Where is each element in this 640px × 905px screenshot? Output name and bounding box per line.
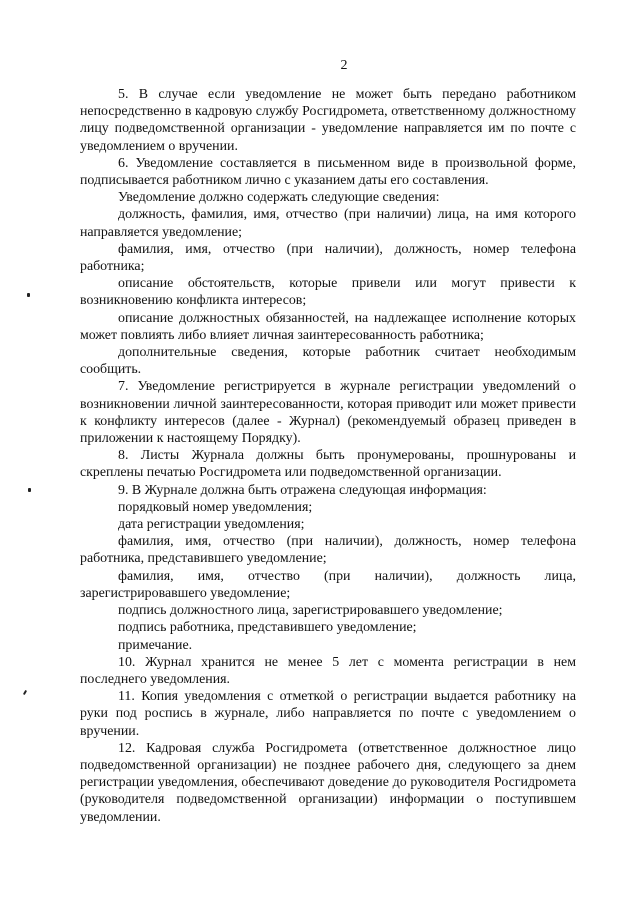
list-item: подпись должностного лица, зарегистрировавшего уведомление; bbox=[118, 603, 503, 619]
list-item: дата регистрации уведомления; bbox=[118, 517, 305, 533]
list-item: примечание. bbox=[118, 637, 193, 653]
paragraph-5: 5. В случае если уведомление не может быть передано работником непосредственно в кадровую службу Росгидромета, ответственному должностному лицу подведомственной организации - уведомление направляется им по почте с уведомлением о вручении. bbox=[80, 87, 576, 154]
list-item: описание должностных обязанностей, на надлежащее исполнение которых может повлиять либо влияет личная заинтересованность работника; bbox=[80, 310, 576, 343]
list-item: фамилия, имя, отчество (при наличии), должность лица, зарегистрировавшего уведомление; bbox=[80, 568, 576, 601]
scan-speck-mark bbox=[23, 690, 27, 695]
paragraph-11: 11. Копия уведомления с отметкой о регистрации выдается работнику на руки под роспись в журнале, либо направляется по почте с уведомлением о вручении. bbox=[80, 689, 576, 739]
page-number: 2 bbox=[340, 58, 348, 73]
list-item: порядковый номер уведомления; bbox=[118, 499, 313, 515]
scan-speck-mark bbox=[28, 488, 31, 492]
paragraph-12: 12. Кадровая служба Росгидромета (ответственное должностное лицо подведомственной организации) не позднее рабочего дня, следующего за днем регистрации уведомления, обеспечивают доведение до руководителя Росгидромета (руководителя подведомственной организации) информации о поступившем уведомлении. bbox=[80, 740, 576, 825]
document-body bbox=[80, 86, 576, 826]
list-item: фамилия, имя, отчество (при наличии), должность, номер телефона работника; bbox=[80, 241, 576, 275]
list-item: подпись работника, представившего уведомление; bbox=[118, 620, 417, 636]
paragraph-required-info-intro: Уведомление должно содержать следующие сведения: bbox=[118, 190, 440, 206]
paragraph-6: 6. Уведомление составляется в письменном виде в произвольной форме, подписывается работником лично с указанием даты его составления. bbox=[80, 155, 576, 189]
paragraph-7: 7. Уведомление регистрируется в журнале регистрации уведомлений о возникновении личной заинтересованности, которая приводит или может привести к конфликту интересов (далее - Журнал) (рекомендуемый образец приведен в приложении к настоящему Порядку). bbox=[80, 379, 576, 447]
paragraph-8: 8. Листы Журнала должны быть пронумерованы, прошнурованы и скреплены печатью Росгидромета или подведомственной организации. bbox=[80, 448, 576, 481]
list-item: описание обстоятельств, которые привели или могут привести к возникновению конфликта интересов; bbox=[80, 276, 576, 309]
paragraph-10: 10. Журнал хранится не менее 5 лет с момента регистрации в нем последнего уведомления. bbox=[80, 654, 576, 687]
scan-speck-mark bbox=[27, 293, 30, 297]
list-item: дополнительные сведения, которые работник считает необходимым сообщить. bbox=[80, 345, 576, 378]
list-item: фамилия, имя, отчество (при наличии), должность, номер телефона работника, представившего уведомление; bbox=[80, 534, 576, 567]
paragraph-9: 9. В Журнале должна быть отражена следующая информация: bbox=[118, 482, 487, 498]
list-item: должность, фамилия, имя, отчество (при наличии) лица, на имя которого направляется уведомление; bbox=[80, 207, 576, 240]
